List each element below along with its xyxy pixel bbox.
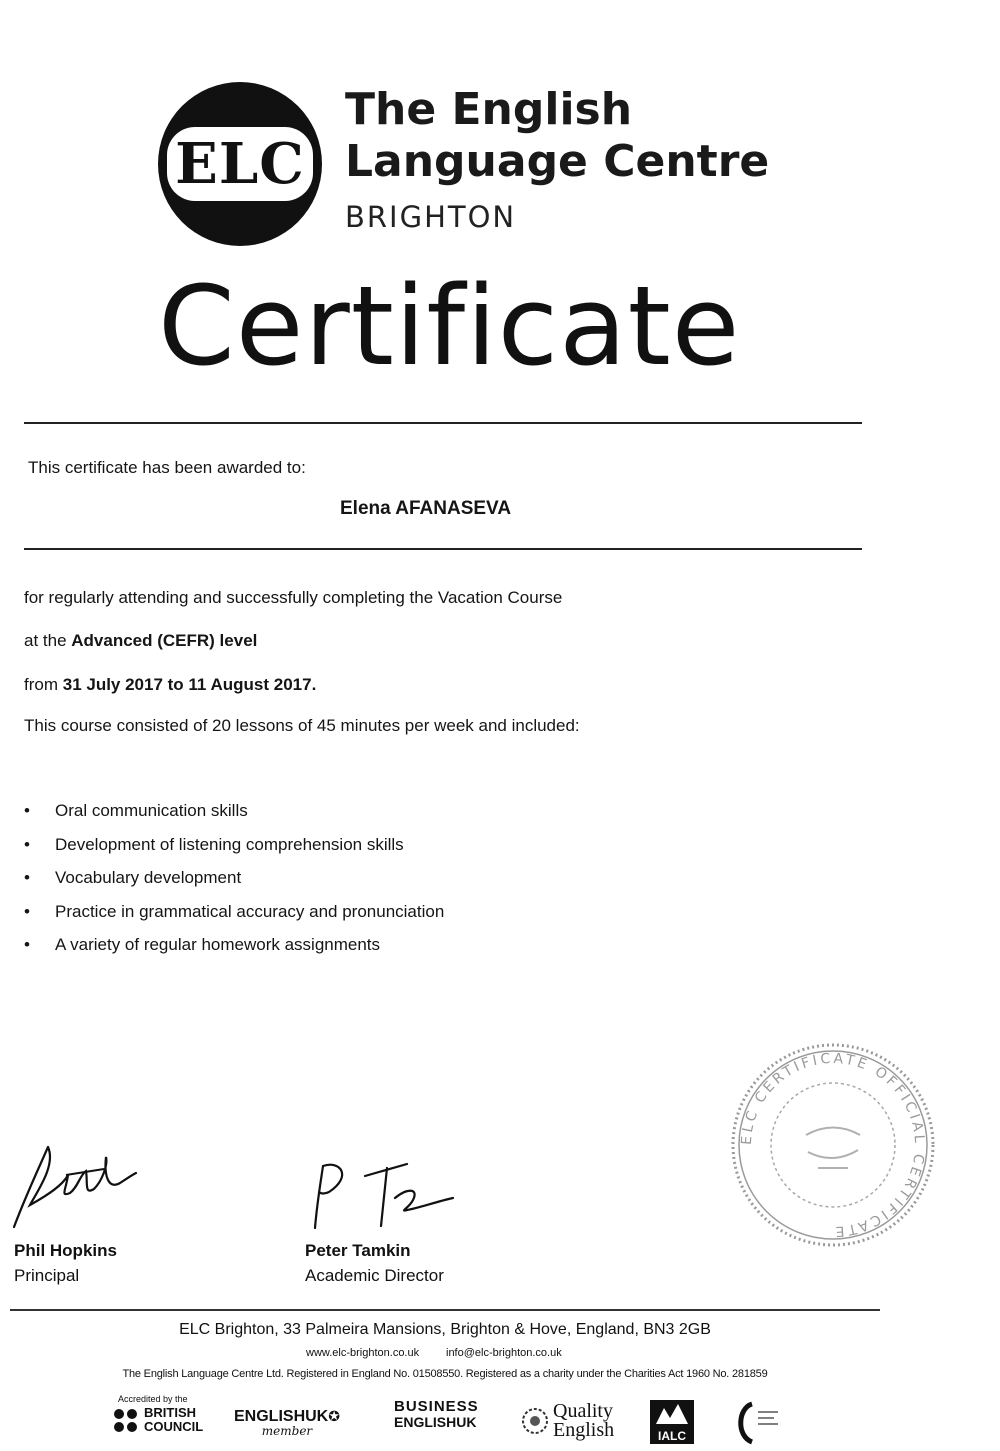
footer-address: ELC Brighton, 33 Palmeira Mansions, Brighton & Hove, England, BN3 2GB (179, 1321, 711, 1338)
accredited-by-text: Accredited by the (118, 1394, 188, 1404)
academic-director-signature (295, 1158, 465, 1233)
divider-top (24, 422, 862, 424)
feature-text: A variety of regular homework assignments (55, 935, 381, 954)
list-item (24, 934, 444, 968)
footer-email-link[interactable]: info@elc-brighton.co.uk (446, 1347, 562, 1359)
british-council-mark (114, 1406, 203, 1434)
quality-line2: English (553, 1419, 615, 1441)
english-uk-member-text: member (261, 1424, 313, 1438)
logo-text: ELC (167, 127, 313, 201)
org-city: BRIGHTON (345, 200, 517, 234)
recipient-name: Elena AFANASEVA (340, 498, 512, 519)
signer-name: Peter Tamkin (305, 1241, 411, 1260)
document-title: Certificate (158, 262, 741, 390)
org-name-line1: The English (345, 84, 633, 135)
feature-text: Practice in grammatical accuracy and pronunciation (55, 901, 445, 921)
signer-name: Phil Hopkins (14, 1241, 117, 1260)
official-stamp-icon (728, 1040, 938, 1250)
stamp-text: ELC CERTIFICATE OFFICIAL CERTIFICATE (738, 1050, 928, 1240)
british-council-dots-icon (114, 1409, 140, 1432)
bullet-icon: • (24, 834, 30, 854)
course-lessons: This course consisted of 20 lessons of 45 minutes per week and included: (24, 716, 580, 735)
level-prefix: at the (24, 631, 72, 650)
feature-text: Oral communication skills (55, 801, 248, 820)
dates-value: 31 July 2017 to 11 August 2017. (62, 675, 317, 694)
quality-line1: Quality (553, 1400, 613, 1422)
elc-logo (158, 82, 322, 246)
quality-english-emblem-icon (520, 1403, 550, 1439)
business-english-uk-logo (394, 1398, 479, 1430)
course-description: for regularly attending and successfully completing the Vacation Course (24, 588, 563, 607)
british-council-text (144, 1406, 203, 1434)
network-logo-icon (730, 1398, 784, 1448)
divider-middle (24, 548, 862, 550)
bullet-icon: • (24, 935, 30, 954)
bullet-icon: • (24, 801, 30, 820)
feature-text: Development of listening comprehension skills (55, 834, 404, 854)
english-uk-logo (234, 1408, 340, 1438)
english-uk-text: ENGLISHUK (234, 1408, 329, 1425)
course-features-list (24, 800, 444, 968)
english-uk-star-icon: ✪ (328, 1408, 340, 1424)
quality-english-text (553, 1402, 614, 1440)
list-item (24, 901, 444, 935)
british-council-logo (114, 1394, 203, 1434)
divider-footer (10, 1309, 880, 1311)
bullet-icon: • (24, 901, 30, 921)
list-item (24, 834, 444, 868)
course-dates (24, 675, 316, 695)
feature-text: Vocabulary development (55, 868, 242, 887)
business-english-uk-text: ENGLISHUK (394, 1414, 477, 1430)
business-text: BUSINESS (394, 1398, 479, 1415)
principal-signature (8, 1135, 148, 1235)
bullet-icon: • (24, 868, 30, 887)
footer-website-link[interactable]: www.elc-brighton.co.uk (306, 1347, 420, 1359)
ialc-text: IALC (658, 1429, 686, 1443)
org-name-line2: Language Centre (345, 136, 770, 187)
footer-registration: The English Language Centre Ltd. Registered in England No. 01508550. Registered as a charity under the Charities Act 1960 No. 281859 (122, 1368, 768, 1380)
dates-prefix: from (24, 675, 63, 694)
course-level (24, 631, 257, 651)
list-item (24, 800, 444, 834)
awarded-to-text: This certificate has been awarded to: (28, 458, 306, 477)
british-council-line1: BRITISH (144, 1405, 196, 1420)
svg-text:ELC CERTIFICATE OFFICIAL CERTI (739, 1051, 927, 1239)
signer-role: Principal (14, 1266, 80, 1285)
signer-role: Academic Director (305, 1266, 444, 1285)
quality-english-logo (520, 1402, 614, 1440)
ialc-logo-icon (648, 1398, 696, 1446)
british-council-line2: COUNCIL (144, 1419, 204, 1434)
list-item (24, 867, 444, 901)
level-value: Advanced (CEFR) level (71, 631, 258, 650)
